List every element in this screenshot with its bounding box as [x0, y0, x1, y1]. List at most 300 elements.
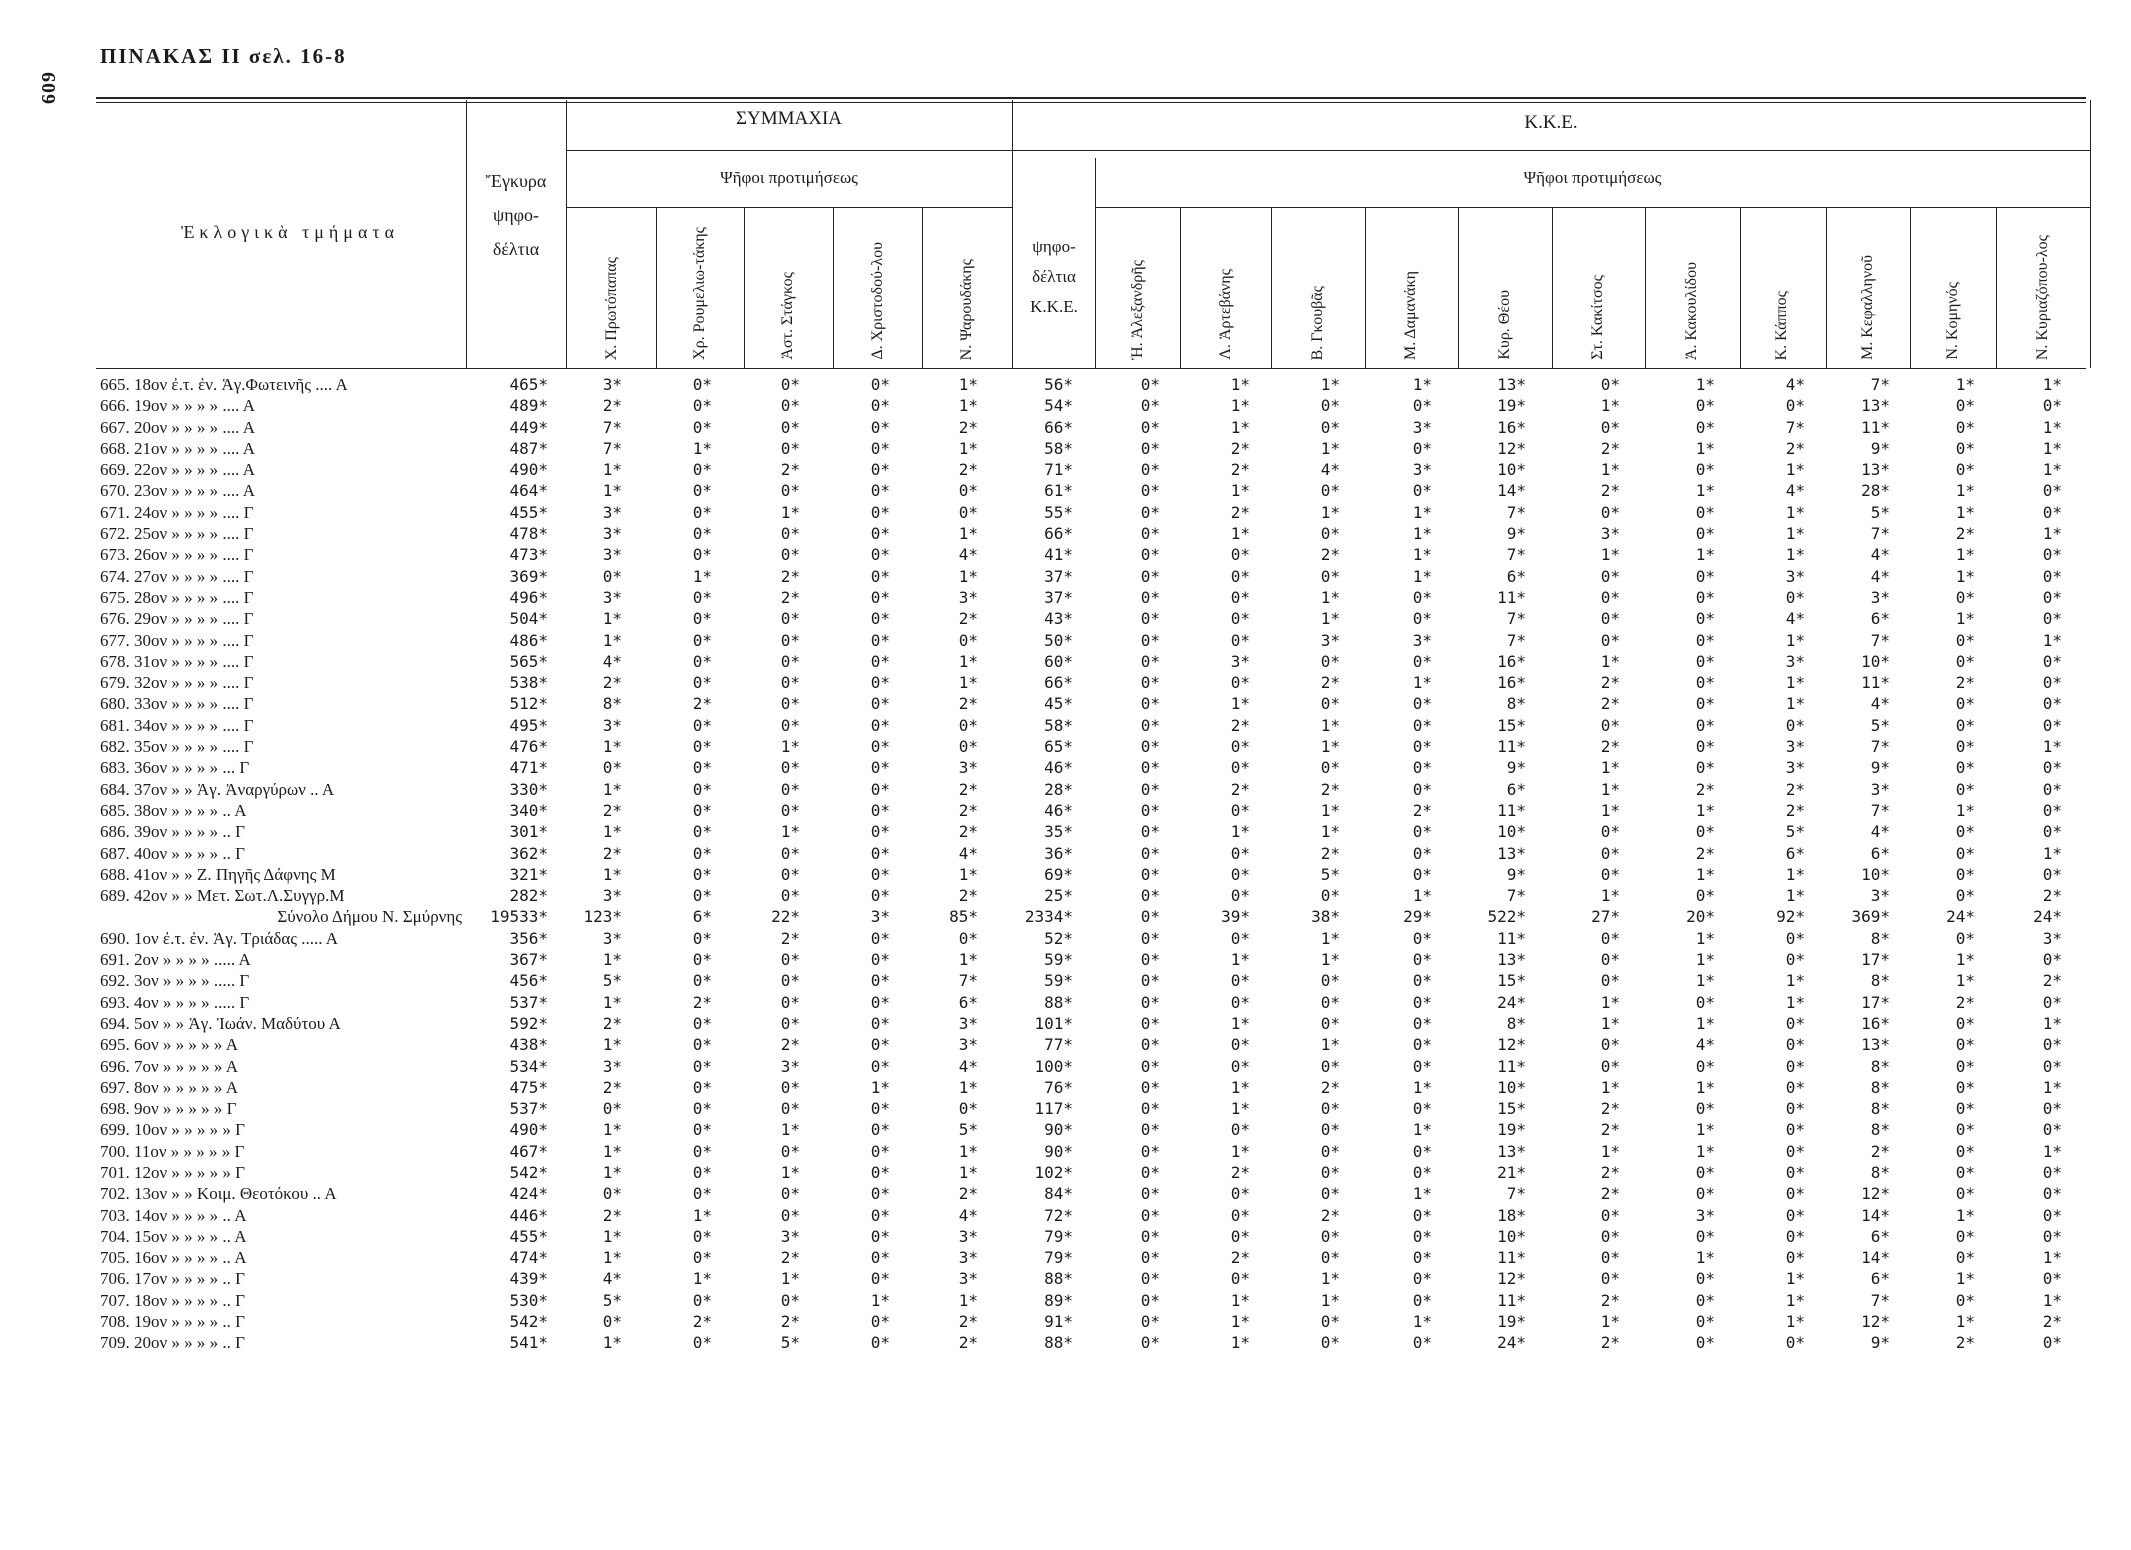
divider: [1458, 207, 1459, 368]
table-cell: 7*: [1506, 502, 1526, 522]
table-cell: 5*: [1870, 715, 1890, 735]
table-cell: 0*: [870, 779, 890, 799]
table-cell: 3*: [958, 1248, 978, 1268]
table-cell: 8*: [1870, 928, 1890, 948]
table-cell: 101*: [1034, 1013, 1073, 1033]
table-cell: 0*: [780, 481, 800, 501]
table-cell: 0*: [1140, 1290, 1160, 1310]
table-cell: 0*: [1955, 843, 1975, 863]
table-cell: 10*: [1861, 651, 1890, 671]
table-cell: 1*: [1320, 1269, 1340, 1289]
table-cell: 17*: [1861, 992, 1890, 1012]
table-cell: 495*: [509, 715, 548, 735]
table-cell: 2*: [2042, 971, 2062, 991]
table-cell: 0*: [1785, 950, 1805, 970]
table-cell: 1*: [1600, 886, 1620, 906]
table-cell: 1*: [1955, 609, 1975, 629]
row-label: 673. 26ον » » » » .... Γ: [100, 545, 254, 565]
table-cell: 0*: [1412, 1205, 1432, 1225]
table-cell: 0*: [870, 715, 890, 735]
table-cell: 0*: [1955, 417, 1975, 437]
table-row: [0, 822, 2131, 843]
table-cell: 4*: [1695, 1035, 1715, 1055]
table-cell: 1*: [1695, 1013, 1715, 1033]
table-cell: 0*: [870, 502, 890, 522]
kke-ballots-header: ψηφο-δέλτια Κ.Κ.Ε.: [1030, 237, 1078, 316]
table-cell: 1*: [958, 651, 978, 671]
table-cell: 11*: [1497, 1056, 1526, 1076]
section-label: Ἐκλογικὰ τμήματα: [180, 222, 400, 242]
table-cell: 424*: [509, 1184, 548, 1204]
table-cell: 0*: [1785, 1162, 1805, 1182]
top-rule-thin: [96, 102, 2086, 103]
table-cell: 0*: [780, 1290, 800, 1310]
table-cell: 0*: [1695, 822, 1715, 842]
table-cell: 0*: [2042, 609, 2062, 629]
table-cell: 66*: [1044, 673, 1073, 693]
table-cell: 8*: [1506, 1013, 1526, 1033]
table-cell: 0*: [1600, 843, 1620, 863]
table-cell: 1*: [1695, 928, 1715, 948]
table-cell: 2*: [958, 460, 978, 480]
table-cell: 5*: [1870, 502, 1890, 522]
row-label: 685. 38ον » » » » .. Α: [100, 800, 247, 820]
table-cell: 0*: [1140, 481, 1160, 501]
table-cell: 0*: [2042, 1333, 2062, 1353]
table-cell: 0*: [780, 971, 800, 991]
table-cell: 486*: [509, 630, 548, 650]
table-cell: 1*: [1230, 822, 1250, 842]
row-label: 702. 13ον » » Κοιμ. Θεοτόκου .. Α: [100, 1184, 337, 1204]
table-cell: 4*: [602, 1269, 622, 1289]
table-cell: 50*: [1044, 630, 1073, 650]
table-cell: 0*: [1320, 1141, 1340, 1161]
table-cell: 0*: [1140, 1184, 1160, 1204]
table-cell: 2*: [1955, 524, 1975, 544]
table-cell: 0*: [692, 417, 712, 437]
table-cell: 4*: [1785, 481, 1805, 501]
candidate-header: Κυρ. Θέου: [1495, 290, 1513, 360]
table-cell: 18*: [1497, 1205, 1526, 1225]
table-cell: 9*: [1870, 438, 1890, 458]
table-cell: 24*: [1946, 907, 1975, 927]
table-cell: 0*: [870, 843, 890, 863]
table-cell: 4*: [1320, 460, 1340, 480]
table-cell: 0*: [1140, 609, 1160, 629]
table-cell: 8*: [1506, 694, 1526, 714]
table-cell: 24*: [1497, 992, 1526, 1012]
table-cell: 2*: [602, 396, 622, 416]
table-cell: 2*: [1600, 694, 1620, 714]
table-cell: 1*: [1785, 886, 1805, 906]
table-cell: 3*: [958, 1013, 978, 1033]
row-label: 672. 25ον » » » » .... Γ: [100, 524, 254, 544]
table-cell: 471*: [509, 758, 548, 778]
table-cell: 475*: [509, 1077, 548, 1097]
table-cell: 1*: [602, 737, 622, 757]
table-cell: 0*: [1140, 630, 1160, 650]
table-cell: 1*: [2042, 630, 2062, 650]
table-cell: 0*: [1230, 545, 1250, 565]
table-cell: 3*: [1785, 737, 1805, 757]
table-cell: 2*: [1230, 1162, 1250, 1182]
table-cell: 10*: [1861, 864, 1890, 884]
table-cell: 1*: [1412, 545, 1432, 565]
table-cell: 0*: [1695, 1333, 1715, 1353]
table-cell: 0*: [1412, 1290, 1432, 1310]
table-cell: 0*: [1955, 1162, 1975, 1182]
table-cell: 0*: [2042, 864, 2062, 884]
table-cell: 1*: [1600, 758, 1620, 778]
table-cell: 2*: [692, 694, 712, 714]
table-cell: 0*: [870, 417, 890, 437]
table-cell: 19*: [1497, 1120, 1526, 1140]
row-label: 681. 34ον » » » » .... Γ: [100, 715, 254, 735]
table-cell: 0*: [2042, 779, 2062, 799]
table-cell: 0*: [1140, 1035, 1160, 1055]
table-cell: 1*: [1600, 1312, 1620, 1332]
table-cell: 0*: [1695, 886, 1715, 906]
table-cell: 58*: [1044, 438, 1073, 458]
table-cell: 0*: [1320, 481, 1340, 501]
table-cell: 11*: [1497, 1248, 1526, 1268]
table-cell: 7*: [1870, 800, 1890, 820]
table-cell: 0*: [2042, 1269, 2062, 1289]
table-cell: 1*: [1320, 1035, 1340, 1055]
table-cell: 1*: [1320, 1290, 1340, 1310]
row-label: 682. 35ον » » » » .... Γ: [100, 737, 254, 757]
table-cell: 0*: [1955, 928, 1975, 948]
table-cell: 0*: [1140, 779, 1160, 799]
table-row: [0, 758, 2131, 779]
table-cell: 7*: [1870, 737, 1890, 757]
table-cell: 1*: [1955, 502, 1975, 522]
table-cell: 1*: [1600, 1141, 1620, 1161]
table-row: [0, 1163, 2131, 1184]
table-cell: 0*: [1412, 481, 1432, 501]
table-cell: 0*: [1140, 1162, 1160, 1182]
row-label: Σύνολο Δήμου Ν. Σμύρνης: [277, 907, 462, 927]
table-cell: 0*: [692, 502, 712, 522]
table-cell: 0*: [1230, 800, 1250, 820]
table-cell: 2*: [1600, 673, 1620, 693]
table-cell: 2*: [1600, 481, 1620, 501]
table-cell: 473*: [509, 545, 548, 565]
table-cell: 6*: [1785, 843, 1805, 863]
row-label: 703. 14ον » » » » .. Α: [100, 1205, 247, 1225]
table-cell: 3*: [1785, 651, 1805, 671]
table-cell: 0*: [1785, 1120, 1805, 1140]
table-cell: 52*: [1044, 928, 1073, 948]
table-cell: 0*: [1695, 396, 1715, 416]
divider: [1826, 207, 1827, 368]
table-cell: 0*: [870, 438, 890, 458]
row-label: 689. 42ον » » Μετ. Σωτ.Λ.Συγγρ.Μ: [100, 886, 345, 906]
table-cell: 1*: [1230, 1099, 1250, 1119]
table-cell: 465*: [509, 375, 548, 394]
table-cell: 464*: [509, 481, 548, 501]
table-cell: 0*: [1695, 1312, 1715, 1332]
table-cell: 7*: [1506, 1184, 1526, 1204]
table-cell: 0*: [780, 758, 800, 778]
table-row: [0, 1312, 2131, 1333]
table-cell: 2*: [780, 928, 800, 948]
table-cell: 6*: [1506, 779, 1526, 799]
table-cell: 0*: [1140, 1226, 1160, 1246]
table-cell: 0*: [958, 481, 978, 501]
table-cell: 1*: [780, 737, 800, 757]
table-cell: 2*: [1320, 673, 1340, 693]
table-cell: 474*: [509, 1248, 548, 1268]
table-cell: 2334*: [1024, 907, 1073, 927]
table-cell: 321*: [509, 864, 548, 884]
table-cell: 0*: [1785, 1141, 1805, 1161]
table-cell: 0*: [692, 779, 712, 799]
table-cell: 46*: [1044, 800, 1073, 820]
table-cell: 0*: [2042, 481, 2062, 501]
table-cell: 0*: [602, 758, 622, 778]
table-cell: 1*: [1230, 1333, 1250, 1353]
table-cell: 7*: [602, 438, 622, 458]
table-cell: 0*: [1600, 630, 1620, 650]
table-cell: 0*: [692, 928, 712, 948]
table-cell: 1*: [1320, 438, 1340, 458]
table-cell: 1*: [1230, 396, 1250, 416]
table-cell: 1*: [1600, 460, 1620, 480]
table-cell: 0*: [1320, 1120, 1340, 1140]
table-cell: 0*: [1955, 1056, 1975, 1076]
table-cell: 1*: [1230, 524, 1250, 544]
row-label: 696. 7ον » » » » » Α: [100, 1056, 239, 1076]
table-cell: 0*: [780, 950, 800, 970]
table-row: [0, 1248, 2131, 1269]
candidate-header: Ἀ. Κακουλίδου: [1682, 261, 1700, 360]
table-cell: 530*: [509, 1290, 548, 1310]
table-cell: 0*: [692, 1099, 712, 1119]
table-cell: 496*: [509, 587, 548, 607]
table-row: [0, 1057, 2131, 1078]
table-cell: 4*: [958, 843, 978, 863]
table-cell: 14*: [1861, 1205, 1890, 1225]
table-cell: 0*: [692, 1333, 712, 1353]
table-cell: 1*: [602, 1035, 622, 1055]
table-cell: 2*: [780, 566, 800, 586]
table-cell: 592*: [509, 1013, 548, 1033]
table-row: [0, 545, 2131, 566]
divider: [466, 100, 467, 368]
table-cell: 0*: [1412, 971, 1432, 991]
table-cell: 71*: [1044, 460, 1073, 480]
divider: [1095, 158, 1096, 368]
table-row: [0, 481, 2131, 502]
table-cell: 59*: [1044, 971, 1073, 991]
table-cell: 3*: [1412, 417, 1432, 437]
table-cell: 1*: [1695, 1141, 1715, 1161]
table-cell: 455*: [509, 502, 548, 522]
table-cell: 0*: [870, 1056, 890, 1076]
table-cell: 0*: [692, 971, 712, 991]
table-cell: 0*: [1600, 864, 1620, 884]
table-cell: 0*: [1412, 928, 1432, 948]
table-cell: 0*: [958, 928, 978, 948]
table-cell: 3*: [602, 715, 622, 735]
table-cell: 541*: [509, 1333, 548, 1353]
table-cell: 37*: [1044, 587, 1073, 607]
table-cell: 0*: [1140, 651, 1160, 671]
table-cell: 3*: [2042, 928, 2062, 948]
table-cell: 1*: [602, 1333, 622, 1353]
table-cell: 0*: [1320, 1099, 1340, 1119]
divider: [1012, 100, 1013, 368]
table-row: [0, 844, 2131, 865]
table-cell: 0*: [1140, 673, 1160, 693]
table-cell: 1*: [602, 609, 622, 629]
table-cell: 1*: [602, 779, 622, 799]
table-cell: 92*: [1776, 907, 1805, 927]
table-cell: 1*: [1955, 375, 1975, 394]
row-label: 704. 15ον » » » » .. Α: [100, 1226, 247, 1246]
table-cell: 123*: [583, 907, 622, 927]
table-cell: 0*: [2042, 1056, 2062, 1076]
table-cell: 0*: [780, 1077, 800, 1097]
table-cell: 1*: [1695, 950, 1715, 970]
table-cell: 0*: [1955, 864, 1975, 884]
table-cell: 0*: [780, 1141, 800, 1161]
table-cell: 66*: [1044, 524, 1073, 544]
table-cell: 8*: [1870, 1099, 1890, 1119]
table-cell: 0*: [1695, 630, 1715, 650]
table-cell: 6*: [1870, 1269, 1890, 1289]
table-cell: 7*: [1506, 609, 1526, 629]
table-cell: 0*: [602, 1184, 622, 1204]
table-cell: 12*: [1497, 1269, 1526, 1289]
table-cell: 1*: [958, 1162, 978, 1182]
table-cell: 1*: [958, 375, 978, 394]
table-cell: 0*: [1600, 502, 1620, 522]
table-cell: 0*: [780, 1013, 800, 1033]
table-cell: 1*: [2042, 737, 2062, 757]
table-cell: 0*: [780, 1184, 800, 1204]
table-cell: 13*: [1497, 950, 1526, 970]
table-cell: 8*: [1870, 1056, 1890, 1076]
table-cell: 0*: [692, 1290, 712, 1310]
table-cell: 0*: [692, 864, 712, 884]
table-cell: 85*: [949, 907, 978, 927]
table-cell: 0*: [870, 694, 890, 714]
table-cell: 8*: [1870, 1077, 1890, 1097]
table-cell: 3*: [1320, 630, 1340, 650]
candidate-header: Ν. Ψαρουδάκης: [957, 258, 975, 360]
divider: [1365, 207, 1366, 368]
table-cell: 102*: [1034, 1162, 1073, 1182]
row-label: 680. 33ον » » » » .... Γ: [100, 694, 254, 714]
table-cell: 1*: [1695, 1077, 1715, 1097]
table-cell: 0*: [1140, 1120, 1160, 1140]
row-label: 707. 18ον » » » » .. Γ: [100, 1290, 246, 1310]
table-cell: 0*: [1600, 587, 1620, 607]
table-cell: 8*: [1870, 971, 1890, 991]
table-cell: 41*: [1044, 545, 1073, 565]
table-cell: 1*: [1320, 587, 1340, 607]
table-cell: 2*: [1785, 438, 1805, 458]
table-cell: 2*: [1600, 1184, 1620, 1204]
table-cell: 13*: [1497, 1141, 1526, 1161]
table-row: [0, 418, 2131, 439]
table-cell: 61*: [1044, 481, 1073, 501]
table-cell: 1*: [1230, 1013, 1250, 1033]
row-label: 665. 18ον ἐ.τ. ἐν. Ἁγ.Φωτεινῆς .... Α: [100, 375, 348, 394]
table-row: [0, 993, 2131, 1014]
table-cell: 0*: [692, 1248, 712, 1268]
table-cell: 10*: [1497, 1226, 1526, 1246]
table-cell: 0*: [1140, 886, 1160, 906]
table-cell: 4*: [958, 1056, 978, 1076]
table-cell: 0*: [1600, 950, 1620, 970]
table-cell: 340*: [509, 800, 548, 820]
table-cell: 0*: [1695, 417, 1715, 437]
table-cell: 1*: [958, 1077, 978, 1097]
table-cell: 1*: [1695, 864, 1715, 884]
table-cell: 2*: [958, 1333, 978, 1353]
table-cell: 2*: [1320, 545, 1340, 565]
table-cell: 6*: [1870, 1226, 1890, 1246]
table-cell: 0*: [2042, 758, 2062, 778]
table-cell: 1*: [2042, 843, 2062, 863]
table-cell: 0*: [870, 587, 890, 607]
table-cell: 90*: [1044, 1120, 1073, 1140]
table-cell: 0*: [1140, 545, 1160, 565]
table-cell: 1*: [602, 1248, 622, 1268]
row-label: 669. 22ον » » » » .... Α: [100, 460, 256, 480]
table-cell: 0*: [1140, 950, 1160, 970]
table-cell: 0*: [870, 1333, 890, 1353]
table-cell: 0*: [1230, 587, 1250, 607]
table-cell: 1*: [870, 1290, 890, 1310]
divider: [744, 207, 745, 368]
table-cell: 3*: [1870, 886, 1890, 906]
table-cell: 2*: [602, 800, 622, 820]
row-label: 694. 5ον » » Ἁγ. Ἰωάν. Μαδύτου Α: [100, 1013, 341, 1033]
table-cell: 1*: [870, 1077, 890, 1097]
table-cell: 0*: [1955, 1077, 1975, 1097]
table-cell: 2*: [1695, 843, 1715, 863]
candidate-header: Κ. Κάππος: [1772, 290, 1790, 360]
table-cell: 3*: [602, 545, 622, 565]
table-cell: 1*: [1412, 524, 1432, 544]
table-cell: 1*: [1600, 992, 1620, 1012]
valid-ballots-header: Ἔγκυρα ψηφο-δέλτια: [485, 171, 547, 259]
table-cell: 1*: [1955, 800, 1975, 820]
table-cell: 0*: [1140, 822, 1160, 842]
table-cell: 0*: [692, 1077, 712, 1097]
table-cell: 6*: [958, 992, 978, 1012]
table-cell: 7*: [1506, 630, 1526, 650]
table-cell: 0*: [1412, 843, 1432, 863]
table-cell: 12*: [1861, 1184, 1890, 1204]
table-row: [0, 1227, 2131, 1248]
table-cell: 1*: [1320, 800, 1340, 820]
table-cell: 2*: [780, 1312, 800, 1332]
table-cell: 0*: [692, 673, 712, 693]
table-cell: 0*: [870, 1013, 890, 1033]
table-cell: 1*: [1320, 609, 1340, 629]
table-cell: 0*: [1600, 566, 1620, 586]
symmachia-header: ΣΥΜΜΑΧΙΑ: [735, 108, 843, 129]
table-cell: 1*: [2042, 1290, 2062, 1310]
table-cell: 0*: [1695, 1162, 1715, 1182]
table-cell: 0*: [1695, 673, 1715, 693]
table-cell: 0*: [1140, 566, 1160, 586]
